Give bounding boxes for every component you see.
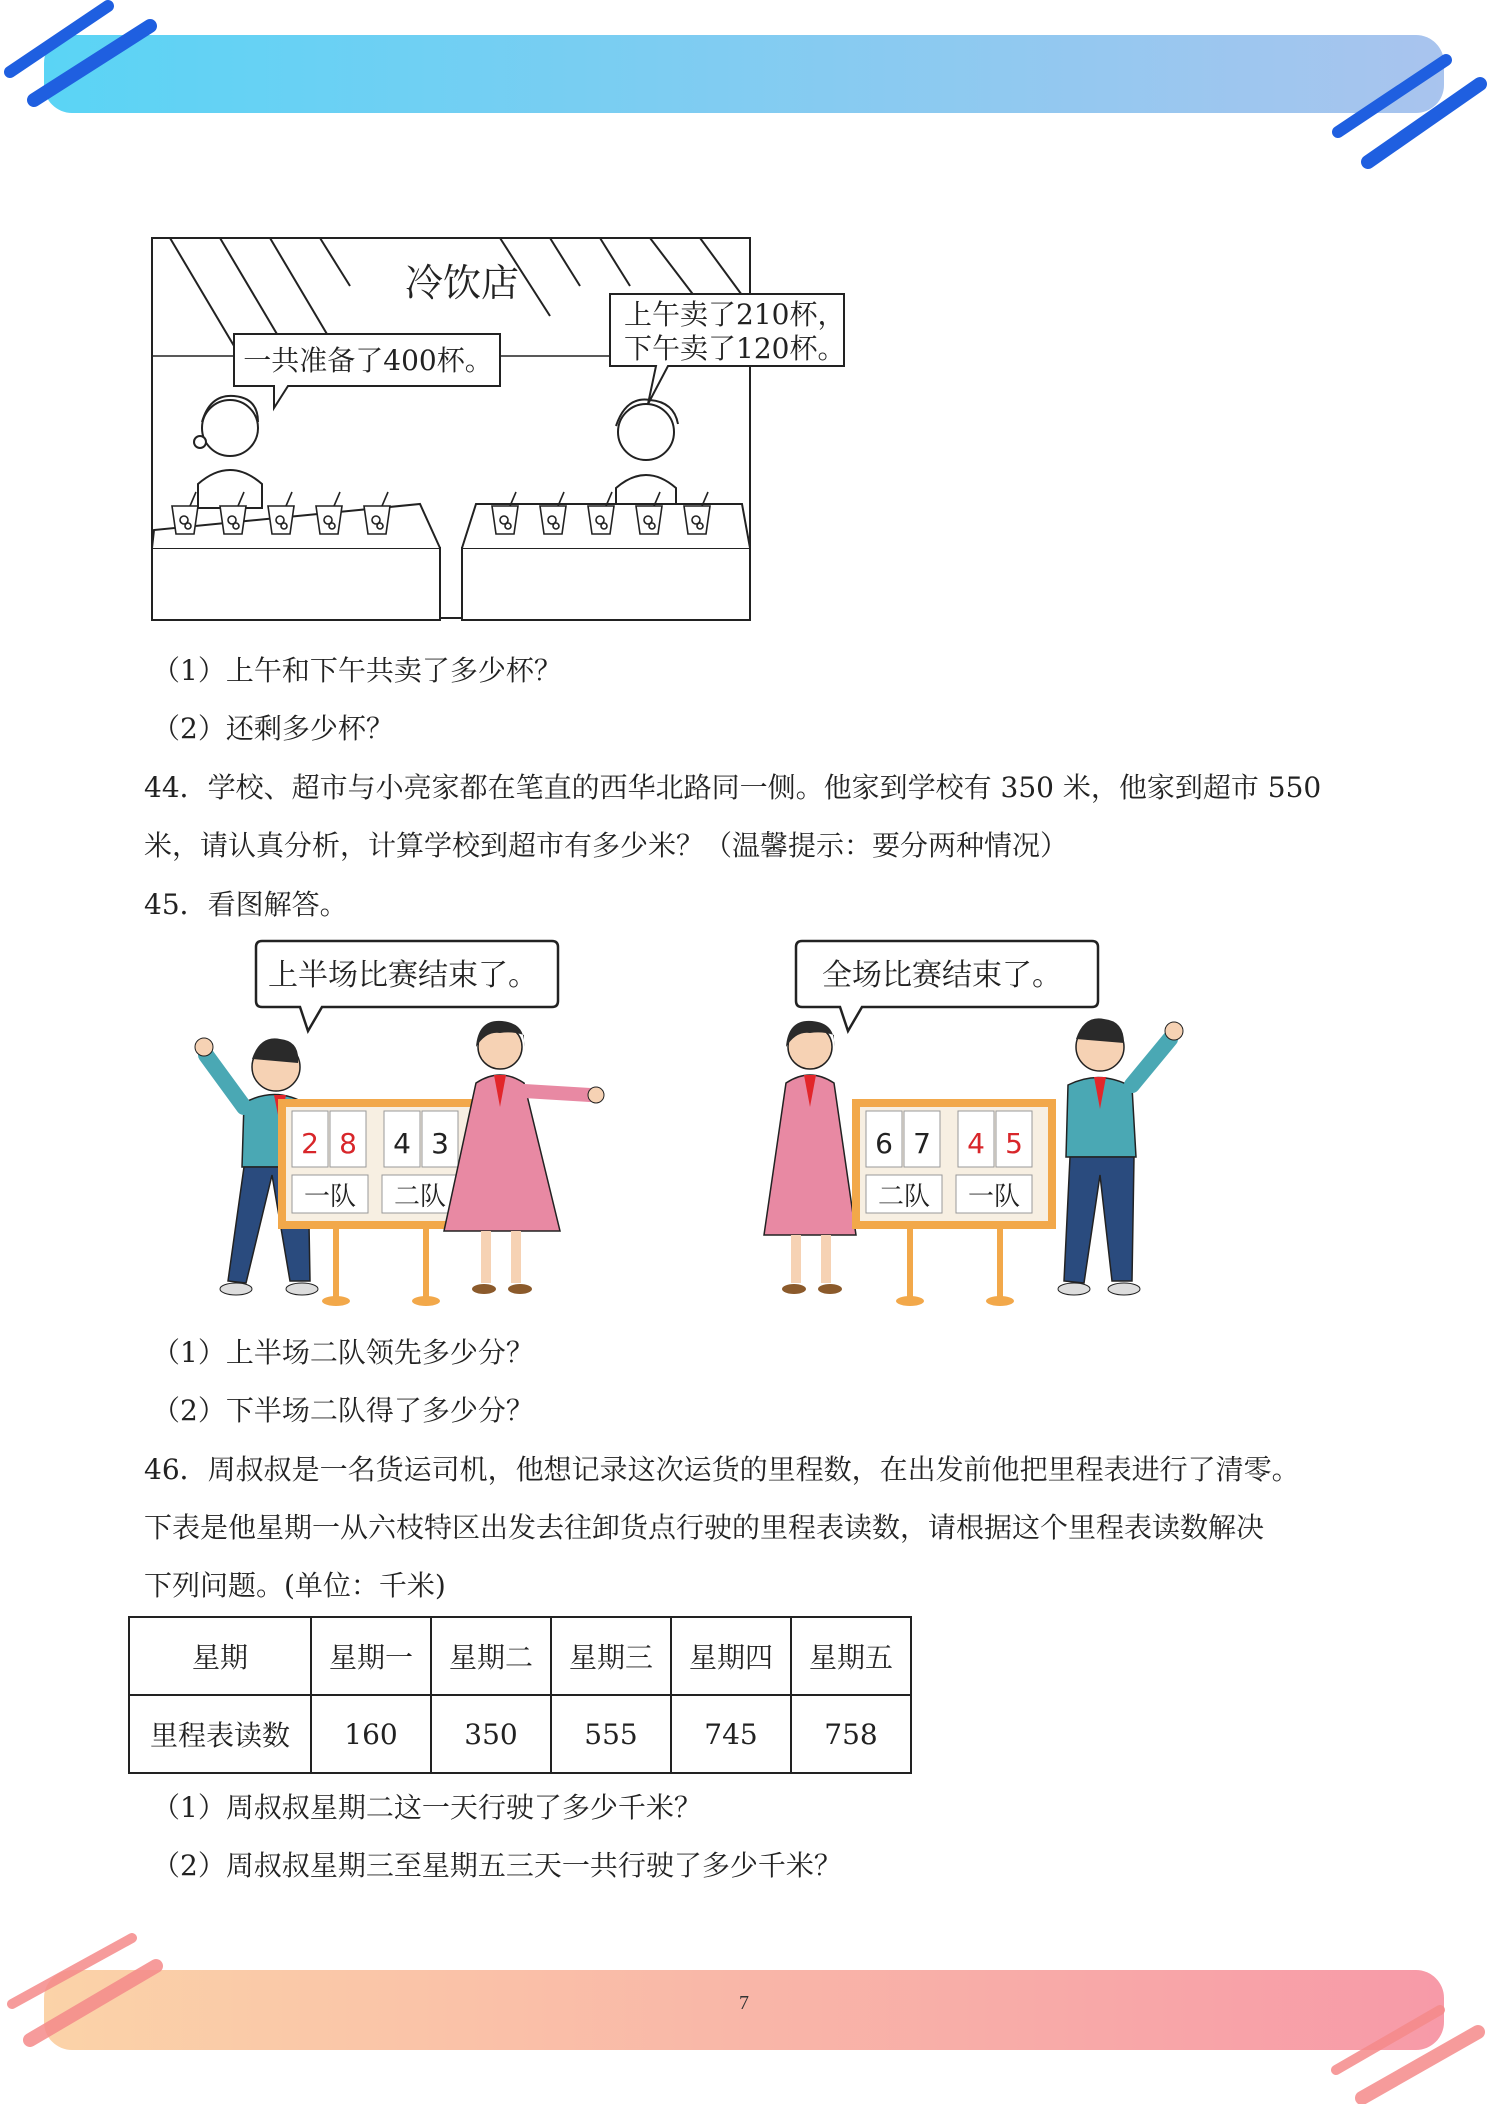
q43-sub2: （2）还剩多少杯？ (152, 712, 394, 745)
girl-right (764, 1021, 856, 1294)
speech-bubble-full-time-text: 全场比赛结束了。 (822, 958, 1062, 993)
q46-line1: 46．周叔叔是一名货运司机，他想记录这次运货的里程数，在出发前他把里程表进行了清零。 (144, 1453, 1300, 1486)
team-label-left: 一队 (303, 1182, 357, 1212)
speech-bubble-right-line2: 下午卖了120杯。 (624, 332, 846, 365)
score-digit-2: 8 (339, 1127, 357, 1160)
shop-sign: 冷饮店 (404, 261, 520, 305)
table-cell: 星期五 (791, 1617, 911, 1695)
table-cell: 745 (671, 1695, 791, 1773)
q45-title: 45．看图解答。 (144, 888, 348, 921)
header-band (44, 35, 1444, 113)
score-digit-1: 2 (301, 1127, 319, 1160)
scoreboard-half-time (282, 1103, 478, 1306)
final-score-digit-1: 6 (875, 1127, 893, 1160)
final-team-label-left: 二队 (877, 1182, 931, 1212)
final-score-digit-3: 4 (967, 1127, 985, 1160)
table-cell: 星期四 (671, 1617, 791, 1695)
speech-bubble-half-time-text: 上半场比赛结束了。 (268, 958, 538, 993)
boy-right (1058, 1018, 1183, 1295)
final-score-digit-2: 7 (913, 1127, 931, 1160)
speech-bubble-full-time (796, 941, 1098, 1031)
final-team-label-right: 一队 (967, 1182, 1021, 1212)
girl-left (444, 1021, 604, 1294)
q46-sub2: （2）周叔叔星期三至星期五三天一共行驶了多少千米？ (152, 1849, 842, 1882)
table-cell: 星期 (129, 1617, 311, 1695)
final-score-digit-4: 5 (1005, 1127, 1023, 1160)
q45-sub1: （1）上半场二队领先多少分？ (152, 1336, 534, 1369)
table-cell: 星期二 (431, 1617, 551, 1695)
scoreboard-full-time (856, 1103, 1052, 1306)
q46-line2: 下表是他星期一从六枝特区出发去往卸货点行驶的里程表读数，请根据这个里程表读数解决 (144, 1511, 1265, 1544)
mileage-table (128, 1616, 912, 1774)
q46-sub1: （1）周叔叔星期二这一天行驶了多少千米？ (152, 1791, 702, 1824)
table-header-row (129, 1617, 911, 1695)
table-cell: 555 (551, 1695, 671, 1773)
q46-line3: 下列问题。(单位：千米) (144, 1569, 446, 1602)
team-label-right: 二队 (393, 1182, 447, 1212)
q45-sub2: （2）下半场二队得了多少分？ (152, 1394, 534, 1427)
table-cell: 星期一 (311, 1617, 431, 1695)
table-cell: 160 (311, 1695, 431, 1773)
table-cell: 758 (791, 1695, 911, 1773)
q43-sub1: （1）上午和下午共卖了多少杯？ (152, 654, 562, 687)
speech-bubble-right-line1: 上午卖了210杯， (624, 298, 846, 331)
table-row (129, 1695, 911, 1773)
football-score-illustration (140, 935, 1200, 1315)
q44-line1: 44．学校、超市与小亮家都在笔直的西华北路同一侧。他家到学校有 350 米，他家到超市 550 (144, 771, 1322, 804)
table-cell: 里程表读数 (129, 1695, 311, 1773)
speech-bubble-left-text: 一共准备了400杯。 (243, 344, 493, 377)
table-cell: 星期三 (551, 1617, 671, 1695)
table-cell: 350 (431, 1695, 551, 1773)
cold-drink-shop-illustration (150, 236, 846, 620)
q44-line2: 米，请认真分析，计算学校到超市有多少米？（温馨提示：要分两种情况） (144, 829, 1069, 862)
score-digit-4: 3 (431, 1127, 449, 1160)
page-number: 7 (739, 1992, 749, 2014)
speech-bubble-half-time (256, 941, 558, 1031)
score-digit-3: 4 (393, 1127, 411, 1160)
